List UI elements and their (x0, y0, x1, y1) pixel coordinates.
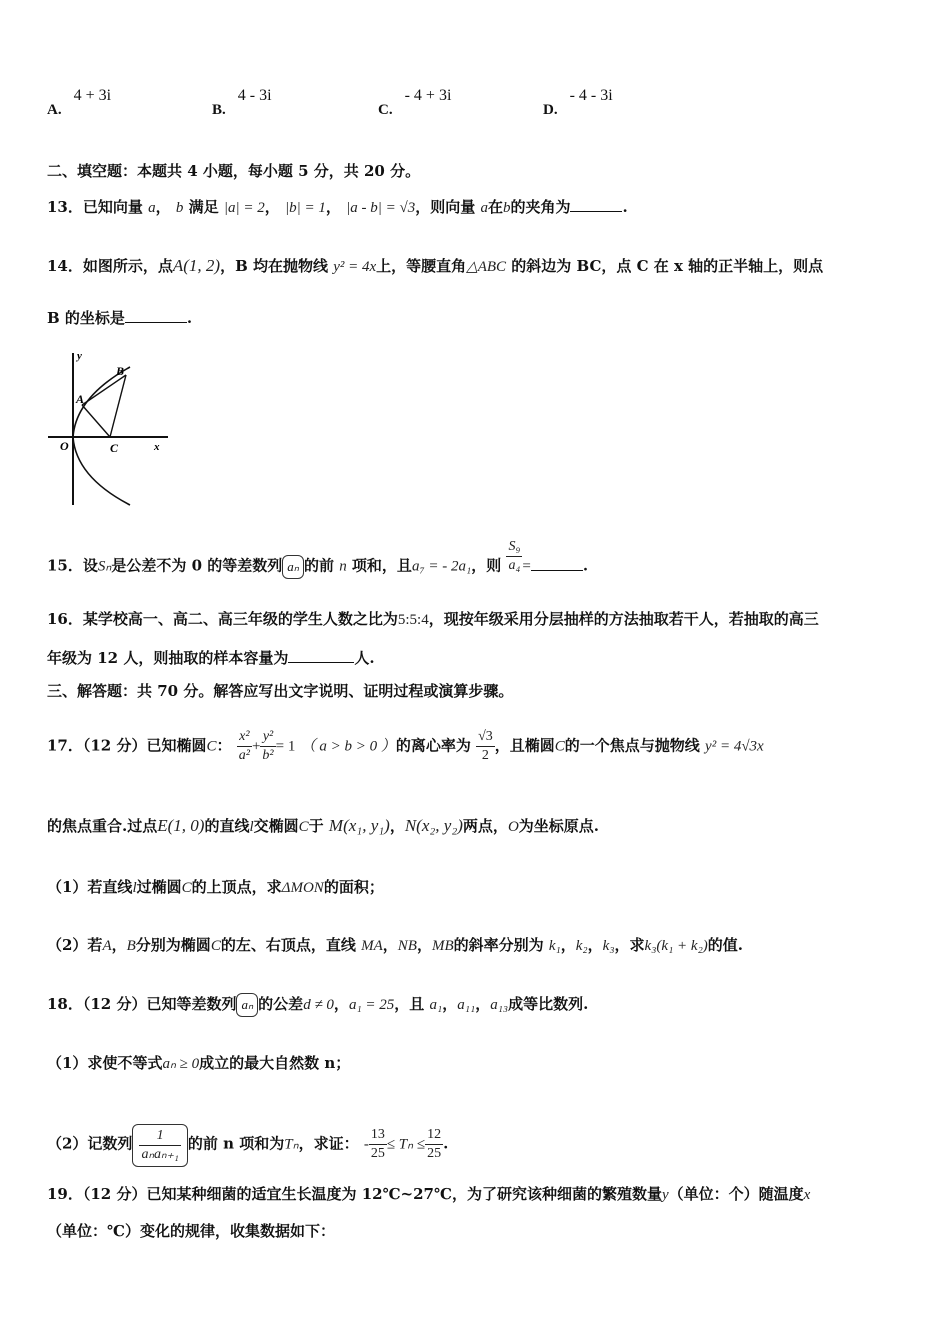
option-a: A.4 + 3i (47, 87, 112, 118)
question-19-line-1: 19．（12 分）已知某种细菌的适宜生长温度为 12℃~27℃，为了研究该种细菌的繁殖数量y（单位：个）随温度x (47, 1185, 811, 1203)
label-y: y (77, 350, 82, 362)
question-14-line-2: B 的坐标是 . (47, 306, 920, 329)
question-13: 13．已知向量 a， b 满足 |a| = 2， |b| = 1， |a - b| = √3，则向量 a在b的夹角为 . (47, 195, 920, 219)
fraction-s9-a4: $\frac{\text{S₉}}{\text{a₄}}$ (508, 539, 521, 573)
section-heading-fill-in: 二、填空题：本题共 4 小题，每小题 5 分，共 20 分。 (47, 162, 421, 180)
answer-blank (125, 306, 187, 323)
question-17-part-2: （2）若A，B分别为椭圆C的左、右顶点，直线 MA，NB，MB的斜率分别为 k₁，k₂，k₃，求k₃(k₁ + k₂)的值. (47, 936, 744, 954)
option-c: C.- 4 + 3i (378, 87, 452, 118)
question-18: 18．（12 分）已知等差数列 aₙ 的公差d ≠ 0，a₁ = 25，且 a₁，a₁₁，a₁₃成等比数列. (47, 993, 920, 1017)
question-18-part-2: （2）记数列 $\frac{1}{\text{aₙaₙ₊₁}}$ 的前 n 项和为Tₙ，求证： - $\frac{13}{25}$ ≤ Tₙ ≤ $\frac{12}{25}$ . (47, 1124, 920, 1167)
answer-blank (288, 646, 354, 663)
question-17-line-1: 17．（12 分）已知椭圆C： $\frac{\text{x²}}{\text{a²}}$ + $\frac{\text{y²}}{\text{b²}}$ = 1 （ a > b > 0 ）的离心率为 $\frac{√3}{2}$ ，且椭圆C的一个焦点与抛物线 y² = 4√3x (47, 729, 764, 763)
question-18-part-1: （1）求使不等式aₙ ≥ 0成立的最大自然数 n； (47, 1054, 351, 1072)
answer-blank (531, 554, 583, 571)
question-19-line-2: （单位：℃）变化的规律，收集数据如下： (47, 1222, 335, 1240)
question-15: 15．设Sₙ是公差不为 0 的等差数列 aₙ 的前 n 项和，且a₇ = - 2a₁，则 $\frac{\text{S₉}}{\text{a₄}}$ = . (47, 548, 920, 585)
label-x: x (154, 441, 160, 453)
question-17-line-2: 的焦点重合.过点E(1, 0)的直线l交椭圆C于 M(x₁, y₁)，N(x₂, y₂)两点，O为坐标原点. (47, 816, 600, 835)
question-16-line-2: 年级为 12 人，则抽取的样本容量为 人. (47, 646, 920, 669)
parabola-lower (73, 437, 130, 505)
option-b: B.4 - 3i (212, 87, 272, 118)
answer-blank (570, 195, 622, 212)
question-16-line-1: 16．某学校高一、高二、高三年级的学生人数之比为5:5:4，现按年级采用分层抽样的方法抽取若干人，若抽取的高三 (47, 610, 819, 628)
option-d: D.- 4 - 3i (543, 87, 613, 118)
label-b: B (116, 364, 125, 378)
section-heading-solve: 三、解答题：共 70 分。解答应写出文字说明、证明过程或演算步骤。 (47, 682, 514, 700)
segment-ac (82, 405, 110, 437)
parabola-figure (40, 345, 180, 510)
question-17-part-1: （1）若直线l过椭圆C的上顶点，求ΔMON的面积； (47, 878, 384, 896)
label-a: A (76, 392, 85, 406)
label-o: O (60, 439, 69, 453)
label-c: C (110, 441, 119, 455)
question-14-line-1: 14．如图所示，点A(1, 2)，B 均在抛物线 y² = 4x上，等腰直角△ABC 的斜边为 BC，点 C 在 x 轴的正半轴上，则点 (47, 256, 824, 275)
